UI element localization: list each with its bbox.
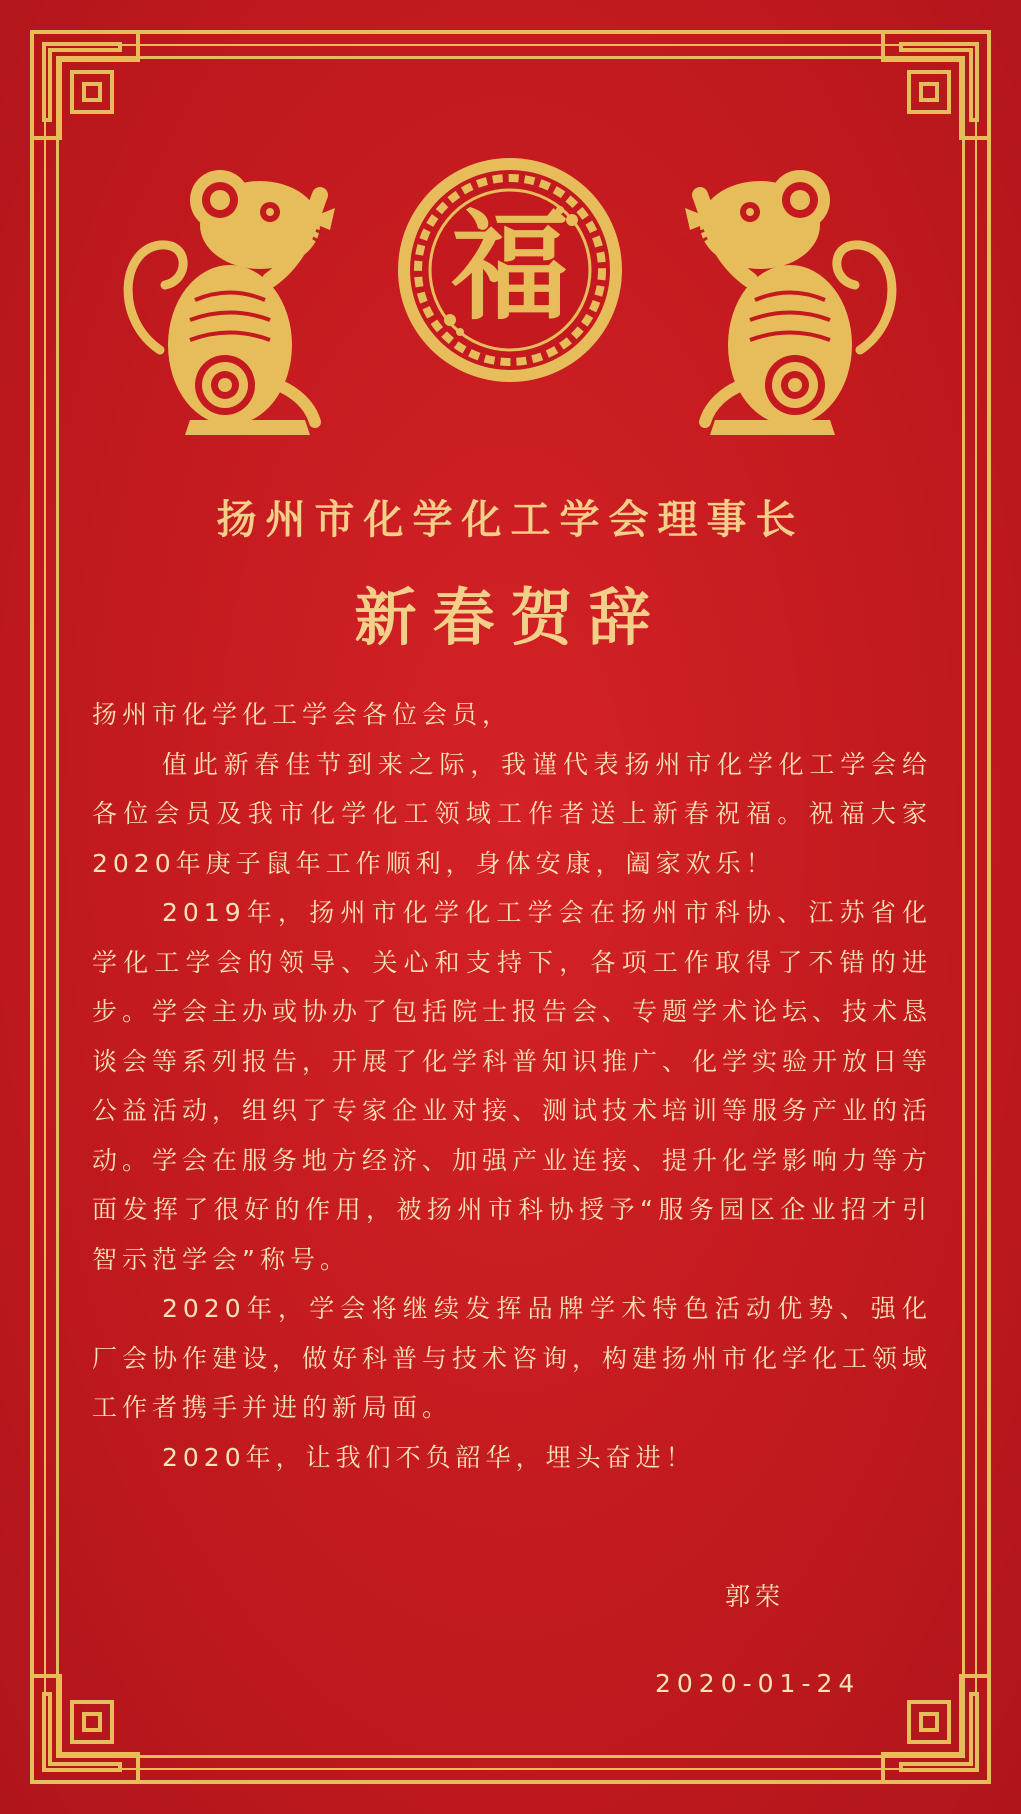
date: 2020-01-24 — [655, 1669, 861, 1698]
page-title: 新春贺辞 — [354, 581, 667, 654]
paragraph: 2020年，学会将继续发挥品牌学术特色活动优势、强化厂会协作建设，做好科普与技术咨询，构建扬州市化学化工领域工作者携手并进的新局面。 — [92, 1294, 933, 1422]
paragraph: 值此新春佳节到来之际，我谨代表扬州市化学化工学会给各位会员及我市化学化工领域工作者送上新春祝福。祝福大家2020年庚子鼠年工作顺利，身体安康，阖家欢乐！ — [92, 749, 932, 878]
corner-ornament-top-left — [30, 30, 140, 140]
rat-and-fu-papercut-emblem — [120, 150, 900, 450]
letter-body — [92, 690, 932, 1482]
paragraph: 2019年，扬州市化学化工学会在扬州市科协、江苏省化学化工学会的领导、关心和支持下，各项工作取得了不错的进步。学会主办或协办了包括院士报告会、专题学术论坛、技术恳谈会等系列报告，开展了化学科普知识推广、化学实验开放日等公益活动，组织了专家企业对接、测试技术培训等服务产业的活动。学会在服务地方经济、加强产业连接、提升化学影响力等方面发挥了很好的作用，被扬州市科协授予“服务园区企业招才引智示范学会”称号。 — [92, 898, 933, 1274]
fu-character: 福 — [450, 197, 570, 336]
subtitle: 扬州市化学化工学会理事长 — [216, 496, 805, 543]
corner-ornament-top-right — [881, 30, 991, 140]
corner-ornament-bottom-right — [881, 1674, 991, 1784]
signature: 郭荣 — [725, 1582, 786, 1611]
corner-ornament-bottom-left — [30, 1674, 140, 1784]
paragraph: 2020年，让我们不负韶华，埋头奋进！ — [162, 1442, 696, 1472]
salutation: 扬州市化学化工学会各位会员， — [92, 700, 513, 729]
